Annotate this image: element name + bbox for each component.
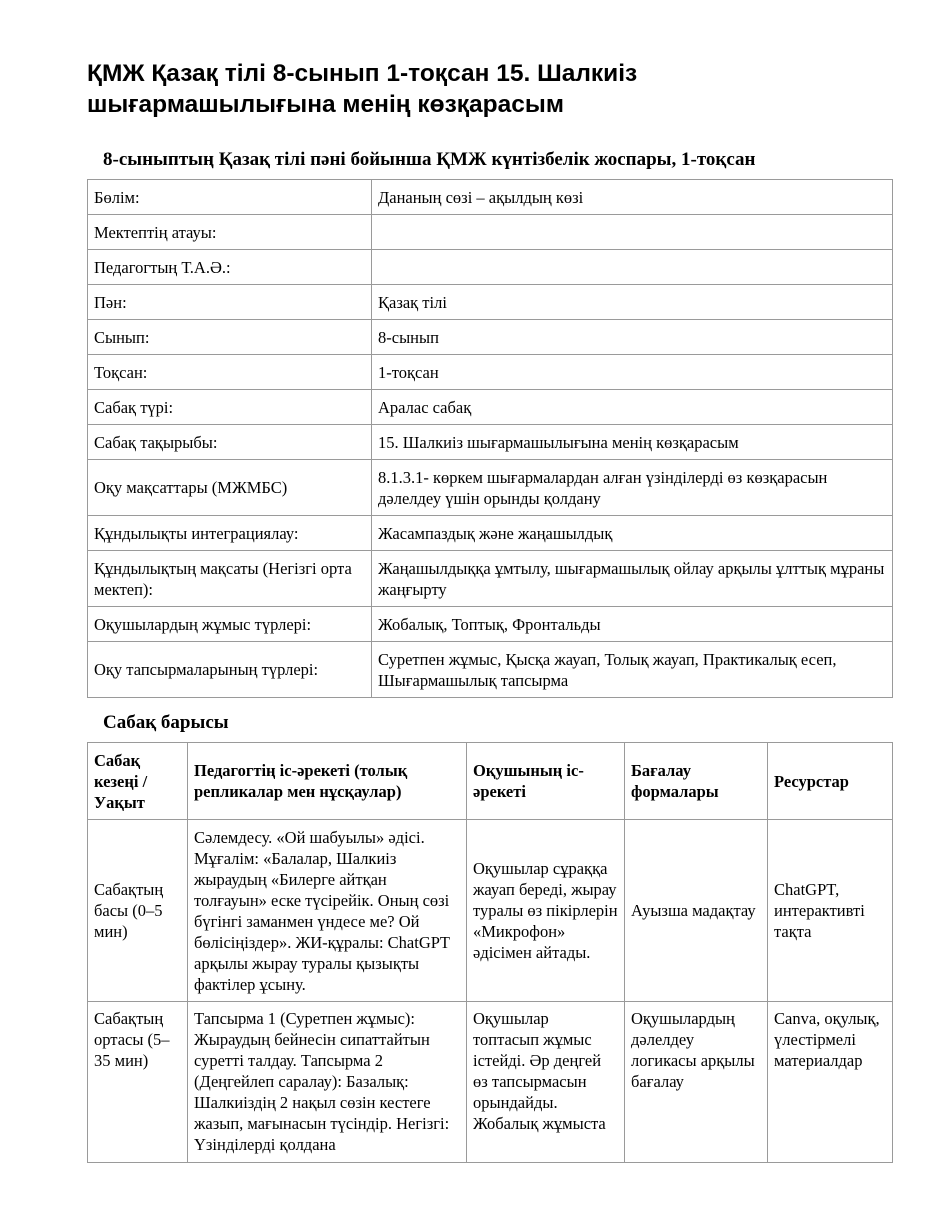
lesson-table-heading: Сабақ барысы (103, 712, 229, 733)
table-cell: Ауызша мадақтау (625, 820, 768, 1002)
row-label: Сынып: (88, 320, 372, 355)
table-row (88, 1002, 893, 1163)
table-row (88, 180, 893, 215)
table-row (88, 820, 893, 1002)
table-cell: ChatGPT, интерактивті тақта (768, 820, 893, 1002)
row-label: Құндылықтың мақсаты (Негізгі орта мектеп): (88, 551, 372, 607)
column-header-stage: Сабақ кезеңі / Уақыт (88, 743, 188, 820)
row-label: Тоқсан: (88, 355, 372, 390)
row-label: Пән: (88, 285, 372, 320)
table-row (88, 551, 893, 607)
table-cell: Оқушылар топтасып жұмыс істейді. Әр деңгей өз тапсырмасын орындайды. Жобалық жұмыста (467, 1002, 625, 1163)
table-row (88, 642, 893, 698)
row-value: 8-сынып (372, 320, 893, 355)
row-value: Аралас сабақ (372, 390, 893, 425)
row-label: Бөлім: (88, 180, 372, 215)
row-label: Құндылықты интеграциялау: (88, 516, 372, 551)
row-value: Қазақ тілі (372, 285, 893, 320)
info-table (87, 179, 893, 698)
table-cell: Тапсырма 1 (Суретпен жұмыс): Жыраудың бейнесін сипаттайтын суретті талдау. Тапсырма 2 (Деңгейлеп саралау): Базалық: Шалкиіздің 2 нақыл сөзін кестеге жазып, мағынасын түсіндір. Негізгі: Үзінділерді қолдана (188, 1002, 467, 1163)
table-cell: Оқушылар сұраққа жауап береді, жырау туралы өз пікірлерін «Микрофон» әдісімен айтады. (467, 820, 625, 1002)
table-row (88, 460, 893, 516)
row-label: Сабақ тақырыбы: (88, 425, 372, 460)
info-table-heading: 8-сыныптың Қазақ тілі пәні бойынша ҚМЖ күнтізбелік жоспары, 1-тоқсан (103, 149, 756, 170)
row-value: 8.1.3.1- көркем шығармалардан алған үзінділерді өз көзқарасын дәлелдеу үшін орынды қолдану (372, 460, 893, 516)
table-row (88, 285, 893, 320)
column-header-teacher-activity: Педагогтің іс-әрекеті (толық репликалар мен нұсқаулар) (188, 743, 467, 820)
row-value: Жаңашылдыққа ұмтылу, шығармашылық ойлау арқылы ұлттық мұраны жаңғырту (372, 551, 893, 607)
row-value: Суретпен жұмыс, Қысқа жауап, Толық жауап, Практикалық есеп, Шығармашылық тапсырма (372, 642, 893, 698)
row-label: Оқу тапсырмаларының түрлері: (88, 642, 372, 698)
table-row (88, 320, 893, 355)
row-label: Педагогтың Т.А.Ә.: (88, 250, 372, 285)
row-value: Дананың сөзі – ақылдың көзі (372, 180, 893, 215)
row-label: Оқу мақсаттары (МЖМБС) (88, 460, 372, 516)
row-value: Жасампаздық және жаңашылдық (372, 516, 893, 551)
table-row (88, 250, 893, 285)
table-cell: Оқушылардың дәлелдеу логикасы арқылы бағалау (625, 1002, 768, 1163)
lesson-table (87, 742, 893, 1163)
column-header-resources: Ресурстар (768, 743, 893, 820)
table-cell: Сабақтың басы (0–5 мин) (88, 820, 188, 1002)
row-value: Жобалық, Топтық, Фронтальды (372, 607, 893, 642)
row-value (372, 215, 893, 250)
table-cell: Canva, оқулық, үлестірмелі материалдар (768, 1002, 893, 1163)
table-row (88, 355, 893, 390)
row-value: 15. Шалкиіз шығармашылығына менің көзқарасым (372, 425, 893, 460)
table-cell: Сәлемдесу. «Ой шабуылы» әдісі. Мұғалім: «Балалар, Шалкиіз жыраудың «Билерге айтқан толғауын» еске түсірейік. Оның сөзі бүгінгі заманмен үндесе ме? Ой бөлісіңіздер». ЖИ-құралы: ChatGPT арқылы жырау туралы қызықты фактілер ұсыну. (188, 820, 467, 1002)
row-label: Оқушылардың жұмыс түрлері: (88, 607, 372, 642)
column-header-assessment: Бағалау формалары (625, 743, 768, 820)
row-label: Мектептің атауы: (88, 215, 372, 250)
table-row (88, 516, 893, 551)
row-value (372, 250, 893, 285)
table-header-row (88, 743, 893, 820)
row-label: Сабақ түрі: (88, 390, 372, 425)
table-row (88, 425, 893, 460)
table-row (88, 390, 893, 425)
row-value: 1-тоқсан (372, 355, 893, 390)
column-header-student-activity: Оқушының іс-әрекеті (467, 743, 625, 820)
page-title: ҚМЖ Қазақ тілі 8-сынып 1-тоқсан 15. Шалкиіз шығармашылығына менің көзқарасым (87, 60, 638, 118)
table-row (88, 607, 893, 642)
table-row (88, 215, 893, 250)
table-cell: Сабақтың ортасы (5–35 мин) (88, 1002, 188, 1163)
